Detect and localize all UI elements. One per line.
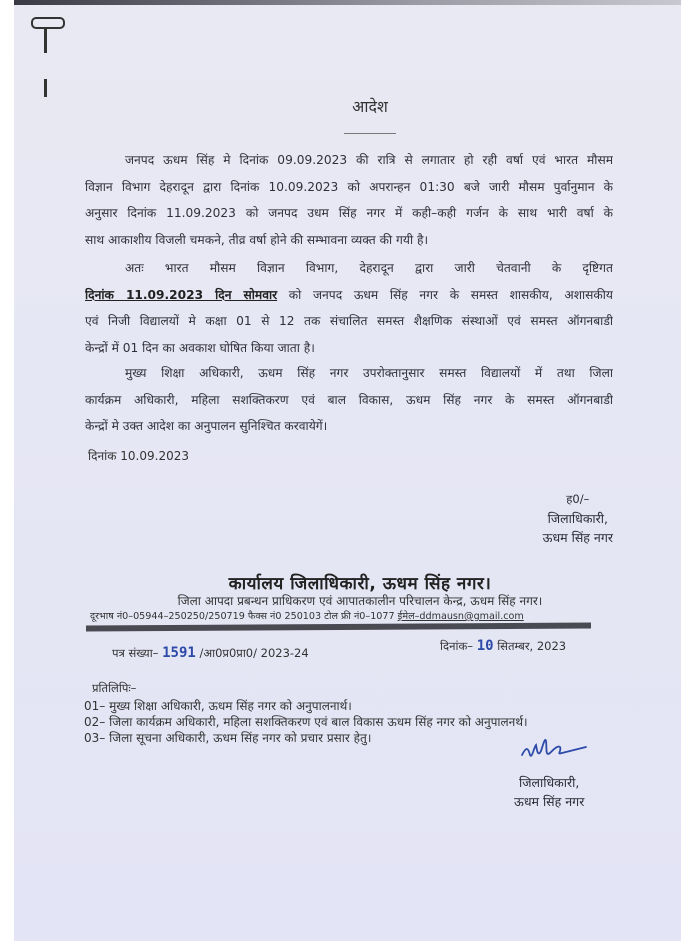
para3-line: कार्यक्रम अधिकारी, महिला सशक्तिकरण एवं बाल विकास, ऊधम सिंह नगर के समस्त ऑगनबाडी [85,392,613,407]
paper-top-edge-shadow [14,0,681,5]
paragraph-1 [85,147,613,253]
para2-line: एवं निजी विद्यालयों मे कक्षा 01 से 12 तक संचालित समस्त शैक्षणिक संस्थाओं एवं समस्त ऑगनबाडी [85,314,613,328]
order-date: दिनांक 10.09.2023 [88,449,189,463]
para3-line: मुख्य शिक्षा अधिकारी, ऊधम सिंह नगर उपरोक्तानुसार समस्त विद्यालयों में तथा जिला [125,366,613,380]
signed-mark: ह0/– [566,492,590,506]
signatory-designation: जिलाधिकारी, [519,775,580,790]
letter-number-label: पत्र संख्या– [112,646,163,660]
holiday-date-highlight: दिनांक 11.09.2023 दिन सोमवार [85,287,278,302]
para2-line [85,282,613,309]
title-underline [344,133,396,134]
letter-date [440,638,566,654]
copy-to-item: 02– जिला कार्यक्रम अधिकारी, महिला सशक्तिकरण एवं बाल विकास ऊधम सिंह नगर को अनुपालनर्थ। [84,715,528,729]
contact-email-link[interactable]: ईमेल–ddmausn@gmail.com [397,611,524,622]
signatory-designation: जिलाधिकारी, [547,511,608,526]
office-contact [90,609,524,622]
para1-line: जनपद ऊधम सिंह मे दिनांक 09.09.2023 की रात्रि से लगातार हो रही वर्षा एवं भारत मौसम [125,153,613,167]
scan-margin [0,0,14,941]
para2-line: अतः भारत मौसम विज्ञान विभाग, देहरादून द्वारा जारी चेतवानी के दृष्टिगत [125,261,613,275]
letter-number [112,645,309,661]
copy-to-item: 03– जिला सूचना अधिकारी, ऊधम सिंह नगर को प्रचार प्रसार हेतु। [84,731,372,745]
handwritten-signature-icon [518,733,588,763]
signatory-district: ऊधम सिंह नगर [542,530,613,545]
para2-line2-rest: को जनपद ऊधम सिंह नगर के समस्त शासकीय, अशासकीय [277,287,613,302]
para2-line: केन्द्रों में 01 दिन का अवकाश घोषित किया जाता है। [85,340,315,355]
letter-date-label: दिनांक– [440,639,477,653]
letter-number-suffix: /आ0प्र0प्रा0/ 2023-24 [195,646,309,660]
para1-line: अनुसार दिनांक 11.09.2023 को जनपद उधम सिंह नगर में कही–कही गर्जन के साथ भारी वर्षा के [85,206,613,220]
copy-to-heading: प्रतिलिपिः– [92,681,137,695]
letter-date-rest: सितम्बर, 2023 [493,639,567,653]
document-title: आदेश [352,97,388,116]
signature-block-2 [514,773,584,811]
office-title: कार्यालय जिलाधिकारी, ऊधम सिंह नगर। [228,574,492,594]
para1-line: विज्ञान विभाग देहरादून द्वारा दिनांक 10.09.2023 को अपरान्हन 01:30 बजे जारी मौसम पुर्वानुमान के [85,179,613,194]
paper-pin-stem [44,27,47,53]
copy-to-item: 01– मुख्य शिक्षा अधिकारी, ऊधम सिंह नगर को अनुपालनार्थ। [84,699,352,713]
paragraph-3 [85,360,613,440]
paper-pin-icon [31,17,65,29]
para1-line: साथ आकाशीय विजली चमकने, तीव्र वर्षा होने की सम्भावना व्यक्त की गयी है। [85,232,429,247]
signature-block-1 [543,490,613,547]
office-subtitle: जिला आपदा प्रबन्धन प्राधिकरण एवं आपातकालीन परिचालन केन्द्र, ऊधम सिंह नगर। [177,594,543,608]
letter-number-handwritten: 1591 [162,645,196,661]
contact-numbers: दूरभाष नं0–05944–250250/250719 फैक्स नं0 250103 टोल फ्री नं0–1077 [90,611,398,622]
signatory-district: ऊधम सिंह नगर [514,794,585,809]
letter-date-day-handwritten: 10 [476,638,494,654]
para3-line: केन्द्रों मे उक्त आदेश का अनुपालन सुनिश्चित करवायेगें। [85,419,328,433]
paragraph-2 [85,255,613,361]
